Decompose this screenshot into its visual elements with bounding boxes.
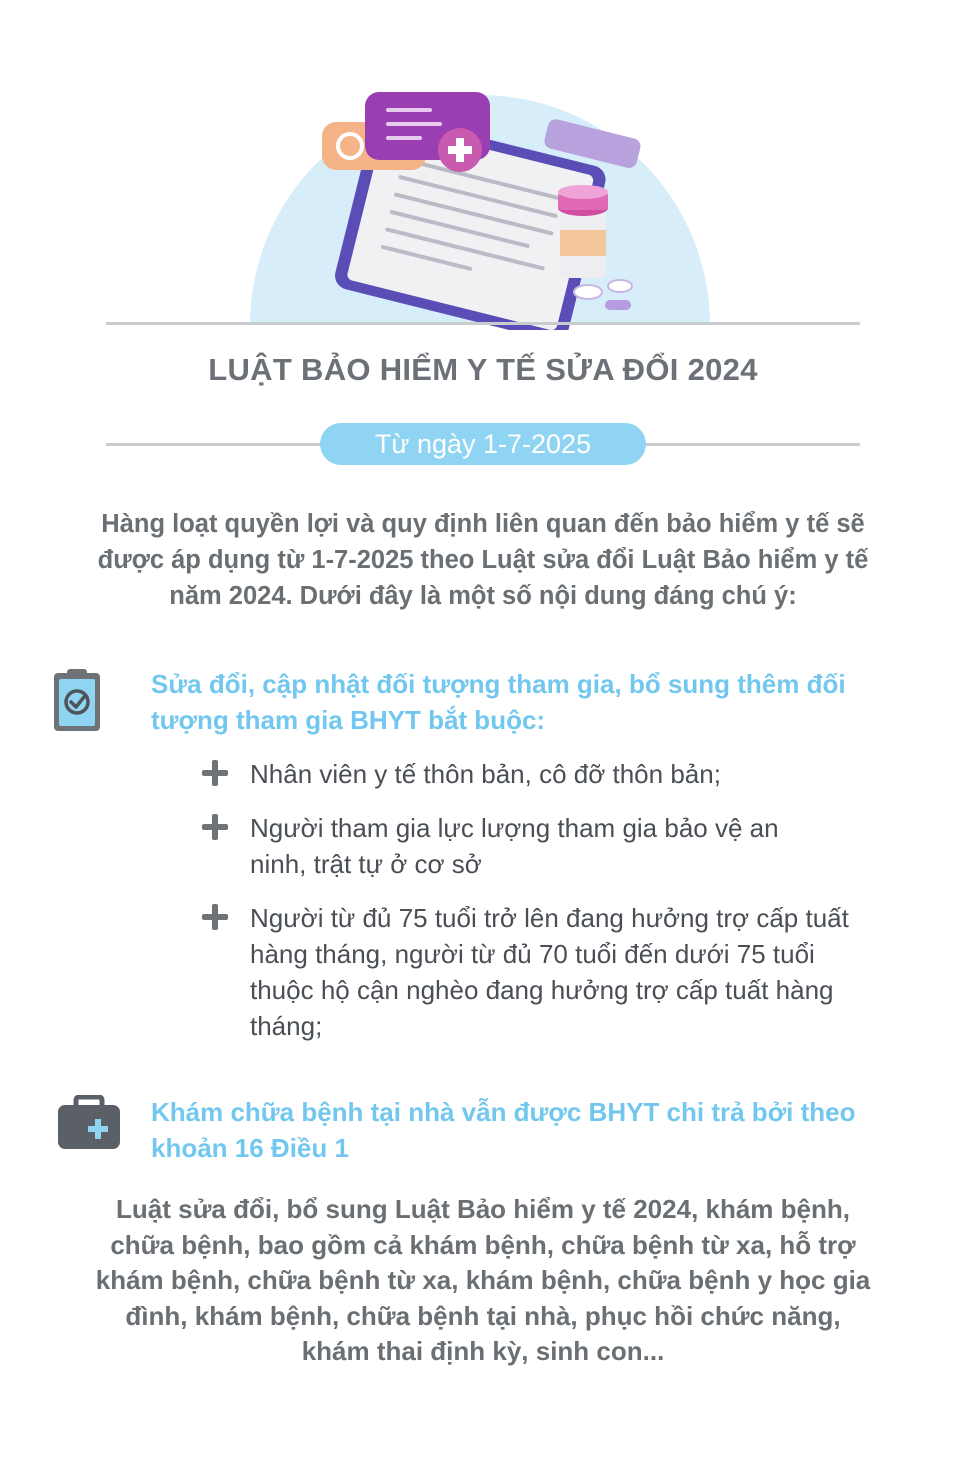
section-1-heading: Sửa đổi, cập nhật đối tượng tham gia, bổ sung thêm đối tượng tham gia BHYT bắt buộc: bbox=[151, 669, 846, 735]
effective-date-badge: Từ ngày 1-7-2025 bbox=[320, 423, 646, 465]
plus-icon bbox=[200, 758, 230, 788]
section-2-body: Luật sửa đổi, bổ sung Luật Bảo hiểm y tế 2024, khám bệnh, chữa bệnh, bao gồm cả khám bệnh, chữa bệnh từ xa, hỗ trợ khám bệnh, chữa bệnh từ xa, khám bệnh, chữa bệnh y học gia đình, khám bệnh, chữa bệnh tại nhà, phục hồi chức năng, khám thai định kỳ, sinh con... bbox=[95, 1194, 871, 1366]
plus-icon bbox=[200, 902, 230, 932]
list-item-text: Người tham gia lực lượng tham gia bảo vệ an ninh, trật tự ở cơ sở bbox=[250, 813, 779, 879]
medical-record-illustration bbox=[230, 80, 730, 330]
participant-list bbox=[195, 756, 895, 1062]
section-2-heading: Khám chữa bệnh tại nhà vẫn được BHYT chi trả bởi theo khoản 16 Điều 1 bbox=[151, 1097, 856, 1163]
page-title: LUẬT BẢO HIỂM Y TẾ SỬA ĐỔI 2024 bbox=[208, 352, 758, 387]
list-item bbox=[195, 756, 895, 792]
list-item bbox=[195, 900, 895, 1044]
list-item-text: Nhân viên y tế thôn bản, cô đỡ thôn bản; bbox=[250, 759, 721, 789]
divider-top bbox=[106, 322, 860, 325]
divider-right bbox=[640, 443, 860, 446]
medical-kit-icon bbox=[56, 1095, 122, 1151]
plus-icon bbox=[200, 812, 230, 842]
list-item bbox=[195, 810, 895, 882]
clipboard-check-icon bbox=[52, 667, 102, 733]
list-item-text: Người từ đủ 75 tuổi trở lên đang hưởng trợ cấp tuất hàng tháng, người từ đủ 70 tuổi đến dưới 75 tuổi thuộc hộ cận nghèo đang hưởng trợ cấp tuất hàng tháng; bbox=[250, 903, 849, 1041]
intro-paragraph: Hàng loạt quyền lợi và quy định liên quan đến bảo hiểm y tế sẽ được áp dụng từ 1-7-2025 theo Luật sửa đổi Luật Bảo hiểm y tế năm 2024. Dưới đây là một số nội dung đáng chú ý: bbox=[97, 510, 869, 610]
divider-left bbox=[106, 443, 326, 446]
